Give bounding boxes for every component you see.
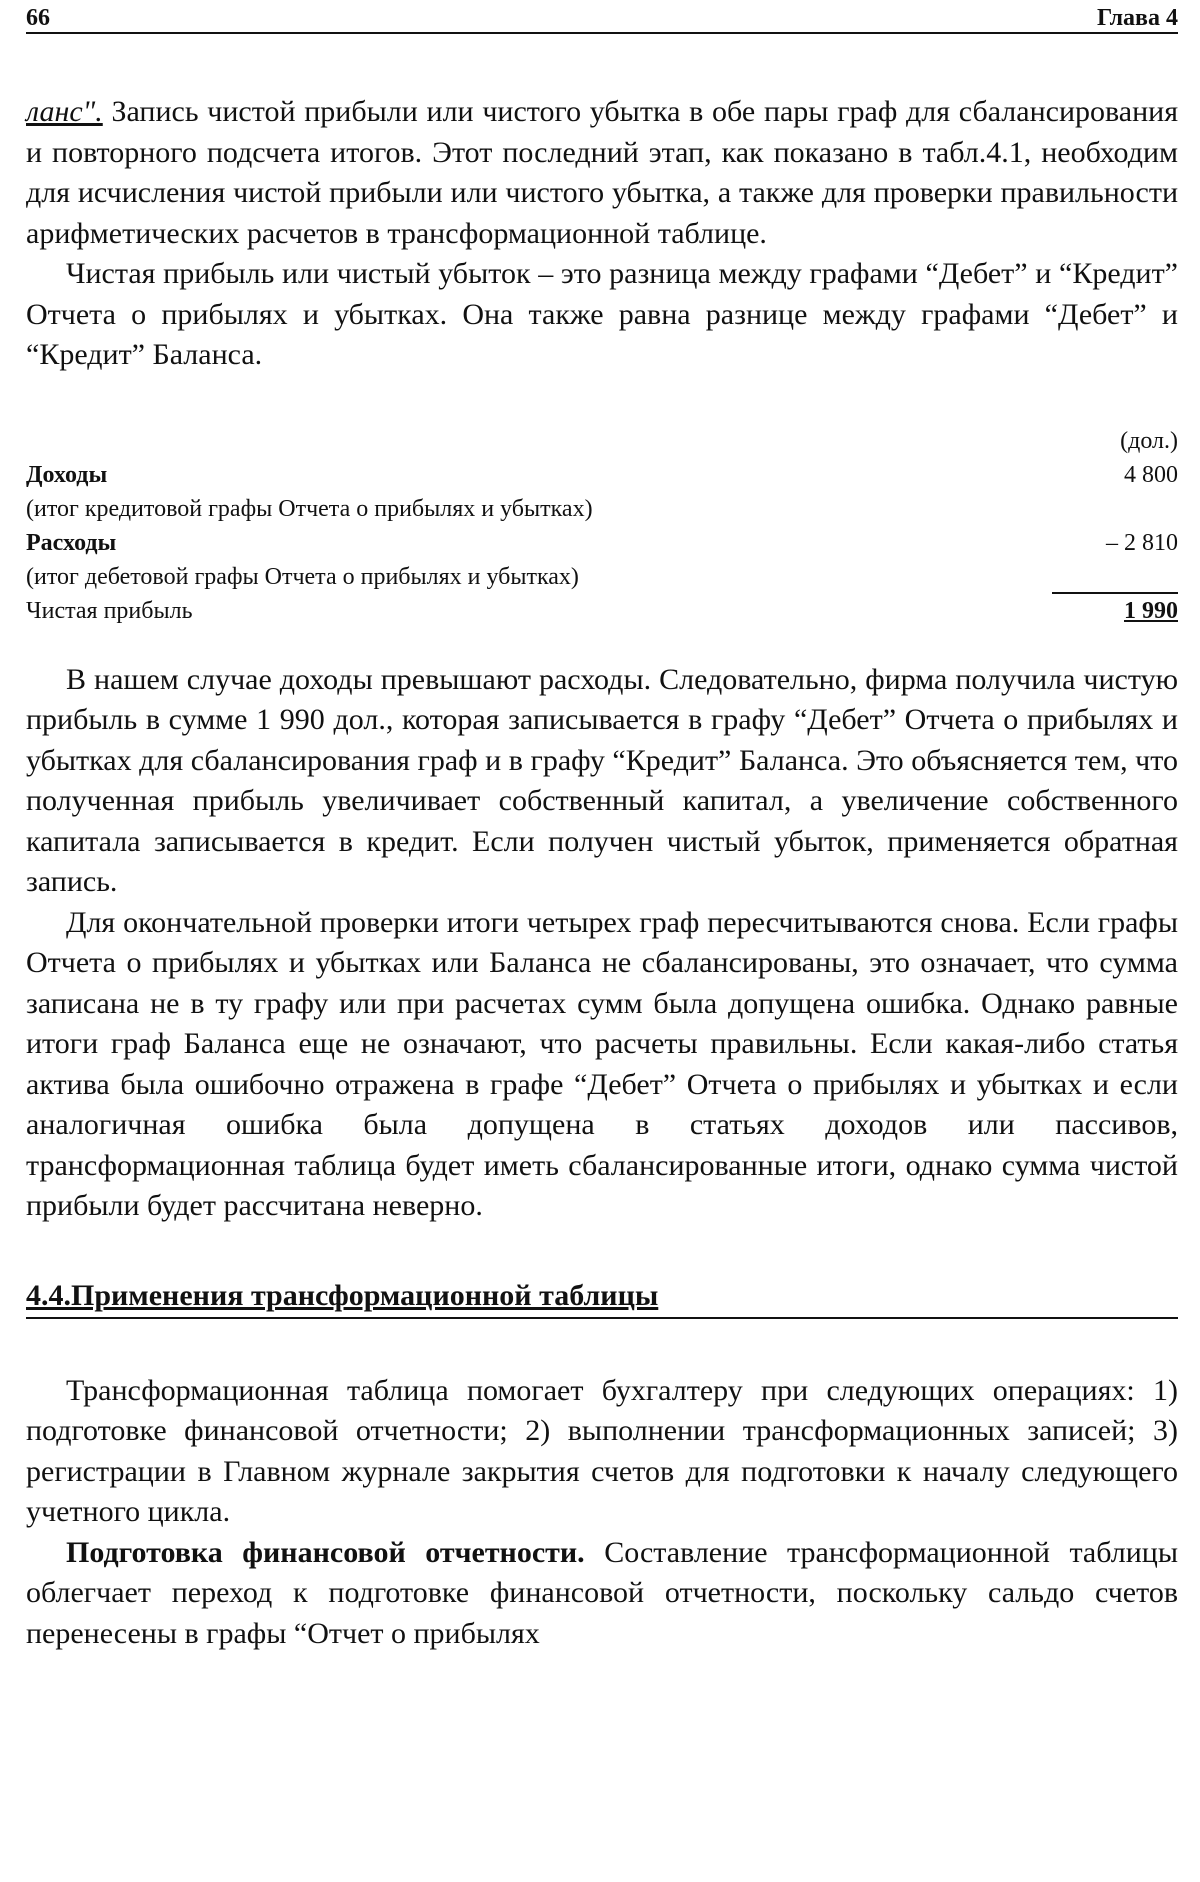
calc-row-expense — [26, 526, 1178, 560]
section-intro-paragraph: Трансформационная таблица помогает бухгалтеру при следующих операциях: 1) подготовке финансовой отчетности; 2) выполнении трансформационных записей; 3) регистрации в Главном журнале закрытия счетов для подготовки к началу следующего учетного цикла. — [26, 1373, 1178, 1528]
intro-block — [26, 92, 1178, 376]
calc-unit-row — [26, 424, 1178, 458]
calc-row-income-note — [26, 492, 1178, 526]
profit-explanation: В нашем случае доходы превышают расходы. Следовательно, фирма получила чистую прибыль в сумме 1 990 дол., которая записывается в графу “Дебет” Отчета о прибылях и убытках для сбалансирования граф и в графу “Кредит” Баланса. Это объясняется тем, что полученная прибыль увеличивает собственный капитал, а увеличение собственного капитала записывается в кредит. Если получен чистый убыток, применяется обратная запись. — [26, 662, 1178, 898]
income-note: (итог кредитовой графы Отчета о прибылях и убытках) — [26, 495, 593, 522]
sum-rule — [1052, 574, 1178, 594]
calc-unit: (дол.) — [1120, 427, 1178, 454]
continued-word: ланс". — [26, 95, 103, 128]
section-body — [26, 1371, 1178, 1655]
net-income-value: 1 990 — [1124, 597, 1178, 624]
expense-label: Расходы — [26, 529, 117, 556]
run-in-text: Составление трансформационной таблицы облегчает переход к подготовке финансовой отчетности, поскольку сальдо счетов перенесены в графы “Отчет о прибылях — [26, 1535, 1178, 1650]
calc-row-net — [26, 594, 1178, 628]
continued-text: Запись чистой прибыли или чистого убытка в обе пары граф для сбалансирования и повторного подсчета итогов. Этот последний этап, как показано в табл.4.1, необходим для исчисления чистой прибыли или чистого убытка, а также для проверки правильности арифметических расчетов в трансформационной таблице. — [26, 95, 1178, 250]
section-heading-text: 4.4.Применения трансформационной таблицы — [26, 1278, 659, 1312]
section-second-paragraph — [26, 1533, 1178, 1655]
explanation-block — [26, 660, 1178, 1227]
final-check-paragraph: Для окончательной проверки итоги четырех граф пересчитываются снова. Если графы Отчета о прибылях и убытках или Баланса не сбалансированы, это означает, что сумма записана не в ту графу или при расчетах сумм была допущена ошибка. Однако равные итоги граф Баланса еще не означают, что расчеты правильны. Если какая-либо статья актива была ошибочно отражена в графе “Дебет” Отчета о прибылях и убытках и если аналогичная ошибка была допущена в статьях доходов или пассивов, трансформационная таблица будет иметь сбалансированные итоги, однако сумма чистой прибыли будет рассчитана неверно. — [26, 905, 1178, 1222]
income-label: Доходы — [26, 461, 108, 488]
net-income-calculation — [26, 424, 1178, 628]
income-value: 4 800 — [1124, 461, 1178, 488]
page-number: 66 — [26, 5, 50, 31]
net-income-definition: Чистая прибыль или чистый убыток – это разница между графами “Дебет” и “Кредит” Отчета о прибылях и убытках. Она также равна разнице между графами “Дебет” и “Кредит” Баланса. — [26, 257, 1178, 371]
chapter-title: Глава 4 — [1097, 5, 1178, 31]
calc-row-expense-note — [26, 560, 1178, 594]
run-in-heading: Подготовка финансовой отчетности. — [66, 1535, 585, 1569]
continued-paragraph — [26, 92, 1178, 254]
net-income-label: Чистая прибыль — [26, 597, 193, 624]
expense-value: – 2 810 — [1106, 529, 1178, 556]
section-heading — [26, 1279, 1178, 1319]
expense-note: (итог дебетовой графы Отчета о прибылях и убытках) — [26, 563, 579, 590]
running-head — [26, 0, 1178, 34]
calc-row-income — [26, 458, 1178, 492]
